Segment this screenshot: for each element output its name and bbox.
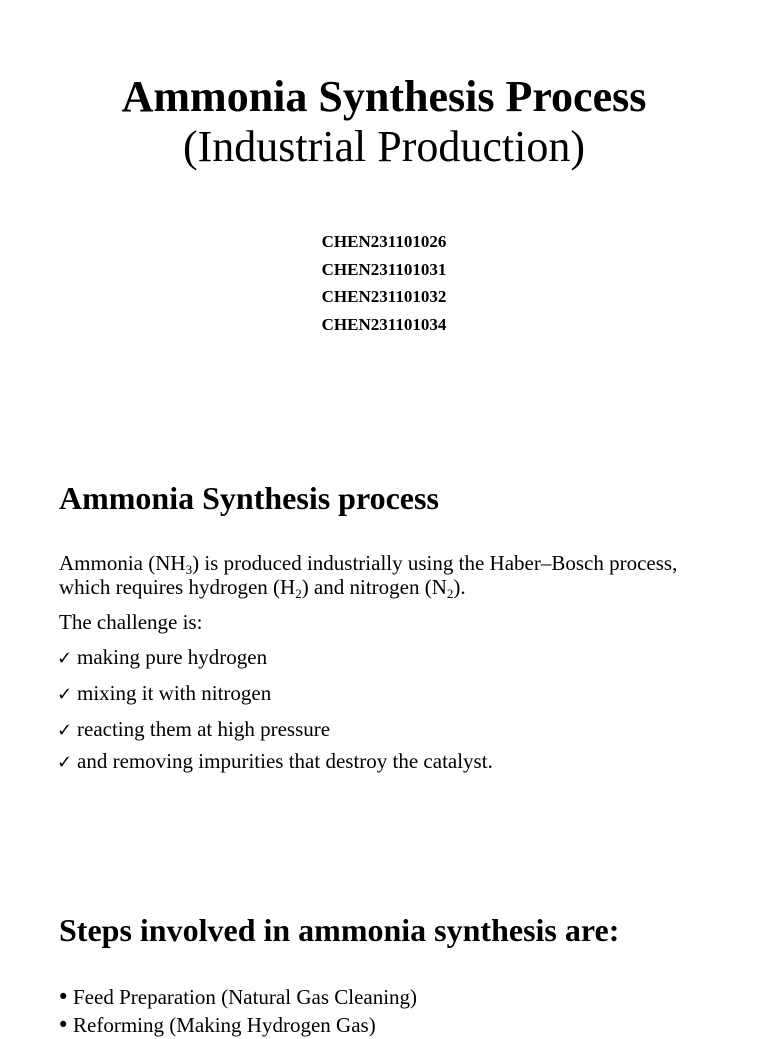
para-text-2: ) is produced industrially using the Haber–Bosch process, which requires hydrogen (H bbox=[59, 551, 678, 599]
para-text-1: Ammonia (NH bbox=[59, 551, 186, 575]
student-id: CHEN231101031 bbox=[321, 259, 447, 279]
document-subtitle: (Industrial Production) bbox=[182, 122, 586, 171]
list-item bbox=[57, 717, 330, 743]
list-item-text: Reforming (Making Hydrogen Gas) bbox=[73, 1013, 376, 1037]
title-block bbox=[0, 72, 768, 172]
list-item-text: making pure hydrogen bbox=[77, 645, 268, 669]
list-item-text: mixing it with nitrogen bbox=[77, 681, 272, 705]
list-item-text: reacting them at high pressure bbox=[77, 717, 331, 741]
section-heading-steps: Steps involved in ammonia synthesis are: bbox=[59, 912, 620, 948]
list-item bbox=[57, 983, 417, 1011]
check-mark-icon: ✓ bbox=[57, 648, 73, 669]
challenge-intro: The challenge is: bbox=[59, 610, 203, 634]
section-heading-synthesis: Ammonia Synthesis process bbox=[59, 480, 439, 516]
list-item bbox=[57, 681, 271, 707]
subscript-2: 2 bbox=[295, 586, 302, 601]
bullet-icon: • bbox=[57, 985, 70, 1009]
student-id: CHEN231101032 bbox=[321, 287, 447, 306]
document-title: Ammonia Synthesis Process bbox=[121, 72, 647, 121]
student-id: CHEN231101026 bbox=[321, 232, 447, 251]
list-item bbox=[57, 1011, 417, 1039]
list-item bbox=[57, 749, 493, 775]
check-mark-icon: ✓ bbox=[57, 752, 73, 773]
list-item bbox=[57, 645, 267, 671]
subscript-2: 2 bbox=[446, 586, 454, 601]
subscript-3: 3 bbox=[185, 562, 193, 577]
student-id-list bbox=[0, 228, 768, 338]
para-text-3: ) and nitrogen (N bbox=[301, 575, 447, 599]
bullet-icon: • bbox=[57, 1013, 70, 1037]
steps-list bbox=[57, 983, 417, 1039]
list-item-text: Feed Preparation (Natural Gas Cleaning) bbox=[73, 985, 418, 1009]
student-id: CHEN231101034 bbox=[321, 314, 447, 334]
check-mark-icon: ✓ bbox=[57, 684, 73, 705]
check-mark-icon: ✓ bbox=[57, 720, 73, 741]
list-item-text: and removing impurities that destroy the catalyst. bbox=[77, 749, 493, 773]
intro-paragraph bbox=[59, 551, 719, 599]
para-text-4: ). bbox=[453, 575, 466, 599]
